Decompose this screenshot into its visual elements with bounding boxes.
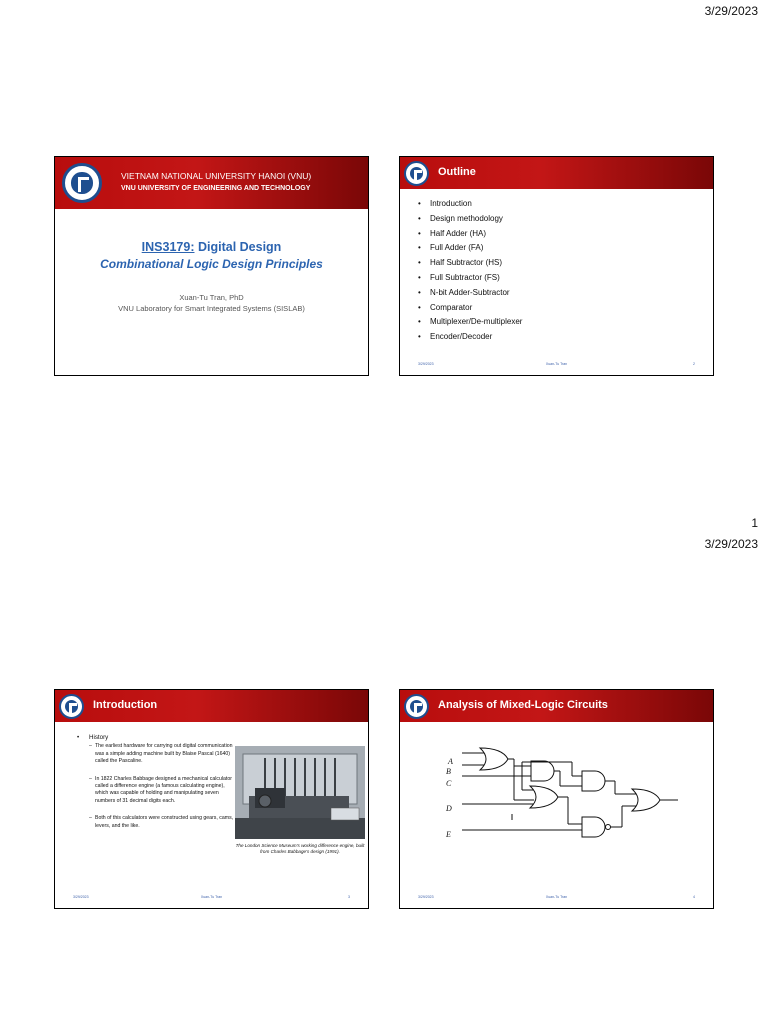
and-gate-3 xyxy=(582,817,605,837)
footer-date: 3/29/2023 xyxy=(418,895,434,899)
list-item: • Comparator xyxy=(418,301,522,316)
slide-footer xyxy=(400,895,713,903)
footer-page: 3 xyxy=(348,895,350,899)
and-gate-1 xyxy=(531,761,554,781)
logic-circuit-diagram xyxy=(400,728,714,898)
slide-introduction[interactable] xyxy=(54,689,369,909)
list-item: • Design methodology xyxy=(418,212,522,227)
list-item: • N-bit Adder-Subtractor xyxy=(418,286,522,301)
and-gate-2 xyxy=(582,771,605,791)
slide-footer xyxy=(55,895,368,903)
course-code: INS3179: xyxy=(141,240,195,254)
footer-author: Xuan-Tu Tran xyxy=(545,895,568,899)
footer-author: Xuan-Tu Tran xyxy=(200,895,223,899)
university-name: VIETNAM NATIONAL UNIVERSITY HANOI (VNU) xyxy=(121,171,312,181)
slide-outline[interactable] xyxy=(399,156,714,376)
intro-text xyxy=(77,734,237,840)
slide-subtitle: Combinational Logic Design Principles xyxy=(100,257,323,271)
list-item: • Encoder/Decoder xyxy=(418,330,522,345)
footer-date: 3/29/2023 xyxy=(73,895,89,899)
or-gate-2 xyxy=(530,786,558,808)
inverter-bubble xyxy=(606,825,611,830)
or-gate-3 xyxy=(632,789,660,811)
slide-title[interactable] xyxy=(54,156,369,376)
outline-list xyxy=(418,197,522,345)
difference-engine-photo xyxy=(235,746,365,839)
university-logo-icon xyxy=(404,694,429,719)
list-item: • Multiplexer/De-multiplexer xyxy=(418,315,522,330)
sub-bullet: – The earliest hardware for carrying out digital communication was a simple adding machine built by Blaise Pascal (1640) called the Pascaline. xyxy=(77,743,237,765)
lab-name: VNU Laboratory for Smart Integrated Systems (SISLAB) xyxy=(118,304,305,313)
sub-bullet: – In 1822 Charles Babbage designed a mechanical calculator called a difference engine (a famous calculating engine), which was capable of holding and manipulating seven numbers of 31 decimal digits each. xyxy=(77,776,237,806)
input-label-e: E xyxy=(446,830,451,839)
footer-date: 3/29/2023 xyxy=(418,362,434,366)
input-label-c: C xyxy=(446,779,452,788)
footer-page: 4 xyxy=(693,895,695,899)
course-name: Digital Design xyxy=(197,240,282,254)
page-date: 3/29/2023 xyxy=(704,4,758,18)
page-date: 3/29/2023 xyxy=(704,537,758,551)
course-title xyxy=(55,240,368,254)
input-label-d: D xyxy=(446,804,452,813)
input-label-a: A xyxy=(448,757,453,766)
list-item: • Full Subtractor (FS) xyxy=(418,271,522,286)
photo-caption: The London Science Museum's working difference engine, built from Charles Babbage's design (1991). xyxy=(235,843,365,854)
slide-footer xyxy=(400,362,713,370)
list-item: • Introduction xyxy=(418,197,522,212)
university-logo-icon xyxy=(404,161,429,186)
slide-heading: Outline xyxy=(438,166,476,178)
slide-heading: Analysis of Mixed-Logic Circuits xyxy=(438,699,608,711)
list-item: • Full Adder (FA) xyxy=(418,241,522,256)
footer-author: Xuan-Tu Tran xyxy=(545,362,568,366)
list-item: • Half Subtractor (HS) xyxy=(418,256,522,271)
faculty-name: VNU UNIVERSITY OF ENGINEERING AND TECHNOLOGY xyxy=(121,185,311,192)
slide-mixed-logic[interactable] xyxy=(399,689,714,909)
university-logo-icon xyxy=(62,163,102,203)
slide-heading: Introduction xyxy=(93,699,158,711)
author: Xuan-Tu Tran, PhD xyxy=(179,293,244,302)
list-item: • Half Adder (HA) xyxy=(418,227,522,242)
footer-page: 2 xyxy=(693,362,695,366)
page-number: 1 xyxy=(751,516,758,530)
bullet-history: • History xyxy=(77,734,237,741)
input-label-b: B xyxy=(446,767,451,776)
or-gate-1 xyxy=(480,748,508,770)
university-logo-icon xyxy=(59,694,84,719)
sub-bullet: – Both of this calculators were constructed using gears, cams, levers, and the like. xyxy=(77,815,237,830)
